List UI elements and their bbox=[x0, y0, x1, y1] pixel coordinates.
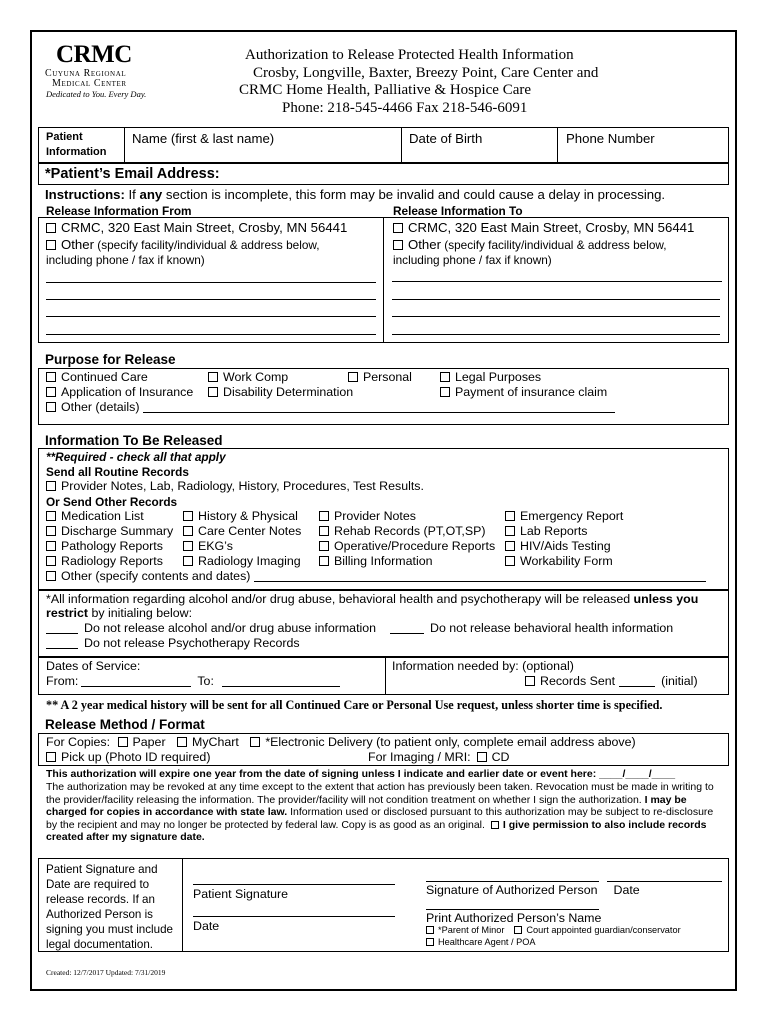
purpose-continued-care[interactable]: Continued Care bbox=[46, 370, 148, 384]
initial-field[interactable] bbox=[46, 622, 78, 634]
checkbox[interactable] bbox=[46, 526, 56, 536]
electronic-option[interactable]: *Electronic Delivery (to patient only, complete email address above) bbox=[265, 735, 636, 749]
checkbox[interactable] bbox=[183, 526, 193, 536]
restrict-alcohol[interactable]: Do not release alcohol and/or drug abuse information bbox=[46, 621, 376, 635]
checkbox[interactable] bbox=[46, 387, 56, 397]
checkbox[interactable] bbox=[393, 223, 403, 233]
checkbox-mychart[interactable] bbox=[177, 737, 187, 747]
checkbox[interactable] bbox=[46, 571, 56, 581]
release-from-other-detail: including phone / fax if known) bbox=[46, 253, 205, 267]
checkbox[interactable] bbox=[505, 511, 515, 521]
restrict-psychotherapy[interactable]: Do not release Psychotherapy Records bbox=[46, 636, 300, 650]
record-pathology-reports[interactable]: Pathology Reports bbox=[46, 539, 163, 553]
record-ekgs[interactable]: EKG’s bbox=[183, 539, 233, 553]
patient-date-line[interactable] bbox=[193, 916, 395, 917]
email-field[interactable]: *Patient’s Email Address: bbox=[45, 166, 220, 182]
release-to-line[interactable] bbox=[392, 334, 720, 335]
other-records-heading: Or Send Other Records bbox=[46, 495, 178, 509]
patient-signature-label: Patient Signature bbox=[193, 887, 289, 901]
signature-requirement-note: Patient Signature and Date are required to release records. If an Authorized Person is signing you must include legal documentation. bbox=[46, 863, 173, 951]
history-note: ** A 2 year medical history will be sent for all Continued Care or Personal Use request, unless shorter time is specified. bbox=[46, 698, 663, 712]
release-to-other[interactable]: Other (specify facility/individual & address below, bbox=[393, 237, 667, 252]
header-services: CRMC Home Health, Palliative & Hospice Care bbox=[239, 82, 532, 98]
checkbox[interactable] bbox=[46, 752, 56, 762]
authorization-terms: The authorization may be revoked at any time except to the extent that action has previously been taken. Revocation must be made in writing to the provider/facility releasing the information. The provider/facility will not condition treatment on whether I sign the authorization. I may be charged for copies in accordance with state law. Information used or disclosed pursuant to this authorization may be subject to re-disclosure by the recipient and may no longer be protected by federal law. Copy is as good as an original. I give permission to also include records created after my signature date. bbox=[46, 781, 714, 844]
record-operative-reports[interactable]: Operative/Procedure Reports bbox=[319, 539, 495, 553]
purpose-other-field[interactable] bbox=[143, 401, 615, 413]
release-from-line[interactable] bbox=[46, 299, 376, 300]
copies-options: For Copies: Paper MyChart *Electronic Delivery (to patient only, complete email address above) bbox=[46, 735, 636, 749]
logo-org-line1: Cuyuna Regional bbox=[45, 68, 127, 79]
checkbox[interactable] bbox=[46, 511, 56, 521]
header-title: Authorization to Release Protected Health Information bbox=[245, 47, 574, 63]
checkbox-paper[interactable] bbox=[118, 737, 128, 747]
release-from-crmc[interactable]: CRMC, 320 East Main Street, Crosby, MN 56441 bbox=[46, 220, 347, 235]
records-sent-initial[interactable] bbox=[619, 675, 655, 687]
pickup-option[interactable]: Pick up (Photo ID required) bbox=[46, 750, 210, 764]
purpose-work-comp[interactable]: Work Comp bbox=[208, 370, 288, 384]
release-from-other[interactable]: Other (specify facility/individual & address below, bbox=[46, 237, 320, 252]
authorized-date-line[interactable] bbox=[607, 881, 722, 882]
checkbox[interactable] bbox=[46, 541, 56, 551]
required-note: **Required - check all that apply bbox=[46, 450, 226, 464]
record-lab-reports[interactable]: Lab Reports bbox=[505, 524, 588, 538]
checkbox[interactable] bbox=[525, 676, 535, 686]
print-name-line[interactable] bbox=[426, 909, 599, 910]
authorized-signature-line[interactable] bbox=[426, 881, 599, 882]
authority-options: *Parent of Minor Court appointed guardian/conservator bbox=[426, 925, 681, 935]
record-emergency-report[interactable]: Emergency Report bbox=[505, 509, 623, 523]
patient-date-label: Date bbox=[193, 919, 220, 933]
patient-signature-line[interactable] bbox=[193, 884, 395, 885]
release-from-line[interactable] bbox=[46, 334, 376, 335]
release-method-heading: Release Method / Format bbox=[45, 717, 205, 732]
release-from-line[interactable] bbox=[46, 282, 376, 283]
checkbox[interactable] bbox=[477, 752, 487, 762]
checkbox[interactable] bbox=[505, 541, 515, 551]
checkbox[interactable] bbox=[505, 526, 515, 536]
record-rehab-records[interactable]: Rehab Records (PT,OT,SP) bbox=[319, 524, 486, 538]
paper-option[interactable]: Paper bbox=[132, 735, 166, 749]
dob-field[interactable]: Date of Birth bbox=[409, 131, 483, 146]
header-locations: Crosby, Longville, Baxter, Breezy Point, Care Center and bbox=[253, 65, 599, 81]
record-radiology-reports[interactable]: Radiology Reports bbox=[46, 554, 163, 568]
info-released-heading: Information To Be Released bbox=[45, 433, 223, 448]
record-workability-form[interactable]: Workability Form bbox=[505, 554, 613, 568]
checkbox-include-future-records[interactable] bbox=[491, 821, 499, 829]
record-other-field[interactable] bbox=[254, 570, 706, 582]
purpose-insurance-app[interactable]: Application of Insurance bbox=[46, 385, 193, 399]
checkbox-guardian[interactable] bbox=[514, 926, 522, 934]
checkbox[interactable] bbox=[208, 387, 218, 397]
release-to-line[interactable] bbox=[392, 299, 720, 300]
checkbox[interactable] bbox=[46, 556, 56, 566]
checkbox-parent[interactable] bbox=[426, 926, 434, 934]
checkbox[interactable] bbox=[440, 387, 450, 397]
record-provider-notes[interactable]: Provider Notes bbox=[319, 509, 416, 523]
needed-by-field[interactable]: Information needed by: (optional) bbox=[392, 659, 574, 673]
purpose-legal[interactable]: Legal Purposes bbox=[440, 370, 541, 384]
release-from-line[interactable] bbox=[46, 316, 376, 317]
checkbox[interactable] bbox=[183, 556, 193, 566]
name-field[interactable]: Name (first & last name) bbox=[132, 131, 275, 146]
to-date-field[interactable] bbox=[222, 675, 340, 687]
record-billing-info[interactable]: Billing Information bbox=[319, 554, 432, 568]
record-history-physical[interactable]: History & Physical bbox=[183, 509, 298, 523]
release-to-line[interactable] bbox=[392, 316, 720, 317]
record-medication-list[interactable]: Medication List bbox=[46, 509, 144, 523]
sensitive-notice: *All information regarding alcohol and/or drug abuse, behavioral health and psychotherapy will be released unless you bbox=[46, 592, 699, 606]
checkbox[interactable] bbox=[505, 556, 515, 566]
checkbox[interactable] bbox=[46, 481, 56, 491]
checkbox[interactable] bbox=[319, 541, 329, 551]
dates-of-service-label: Dates of Service: bbox=[46, 659, 141, 673]
print-name-label: Print Authorized Person’s Name bbox=[426, 911, 602, 925]
footer-dates: Created: 12/7/2017 Updated: 7/31/2019 bbox=[46, 968, 166, 977]
release-from-heading: Release Information From bbox=[46, 204, 192, 218]
authorized-signature-label: Signature of Authorized Person Date bbox=[426, 883, 640, 897]
checkbox-electronic[interactable] bbox=[250, 737, 260, 747]
initial-field[interactable] bbox=[46, 637, 78, 649]
healthcare-agent-option[interactable]: Healthcare Agent / POA bbox=[426, 937, 536, 947]
purpose-other[interactable]: Other (details) bbox=[46, 400, 615, 414]
from-date-field[interactable] bbox=[81, 675, 191, 687]
checkbox[interactable] bbox=[208, 372, 218, 382]
patient-info-label-2: Information bbox=[46, 146, 107, 158]
record-hiv-testing[interactable]: HIV/Aids Testing bbox=[505, 539, 611, 553]
patient-info-label: Patient bbox=[46, 131, 83, 143]
restrict-behavioral[interactable]: Do not release behavioral health information bbox=[390, 621, 673, 635]
checkbox[interactable] bbox=[46, 223, 56, 233]
checkbox[interactable] bbox=[183, 511, 193, 521]
release-to-line[interactable] bbox=[392, 281, 722, 282]
purpose-heading: Purpose for Release bbox=[45, 352, 176, 367]
routine-heading: Send all Routine Records bbox=[46, 465, 189, 479]
checkbox[interactable] bbox=[393, 240, 403, 250]
sensitive-notice-2: restrict by initialing below: bbox=[46, 606, 193, 620]
release-to-other-detail: including phone / fax if known) bbox=[393, 253, 552, 267]
checkbox[interactable] bbox=[46, 372, 56, 382]
instructions: Instructions: If any section is incomplete, this form may be invalid and could cause a delay in processing. bbox=[45, 187, 666, 202]
checkbox[interactable] bbox=[183, 541, 193, 551]
release-to-heading: Release Information To bbox=[393, 204, 523, 218]
dates-range[interactable]: From: To: bbox=[46, 674, 340, 688]
records-sent[interactable]: Records Sent (initial) bbox=[525, 674, 698, 688]
checkbox[interactable] bbox=[319, 511, 329, 521]
record-care-center-notes[interactable]: Care Center Notes bbox=[183, 524, 301, 538]
checkbox[interactable] bbox=[440, 372, 450, 382]
purpose-insurance-claim[interactable]: Payment of insurance claim bbox=[440, 385, 607, 399]
logo-wordmark: CRMC bbox=[56, 41, 132, 68]
phone-field[interactable]: Phone Number bbox=[566, 131, 655, 146]
logo-tagline: Dedicated to You. Every Day. bbox=[46, 89, 147, 99]
imaging-option[interactable]: For Imaging / MRI: CD bbox=[368, 750, 510, 764]
checkbox[interactable] bbox=[46, 402, 56, 412]
header-phone-fax: Phone: 218-545-4466 Fax 218-546-6091 bbox=[282, 100, 528, 116]
checkbox[interactable] bbox=[426, 938, 434, 946]
initial-field[interactable] bbox=[390, 622, 424, 634]
record-other-specify[interactable]: Other (specify contents and dates) bbox=[46, 569, 706, 583]
logo-org-line2: Medical Center bbox=[52, 78, 127, 89]
mychart-option[interactable]: MyChart bbox=[192, 735, 239, 749]
checkbox[interactable] bbox=[46, 240, 56, 250]
record-discharge-summary[interactable]: Discharge Summary bbox=[46, 524, 173, 538]
checkbox[interactable] bbox=[319, 556, 329, 566]
purpose-disability[interactable]: Disability Determination bbox=[208, 385, 353, 399]
checkbox[interactable] bbox=[319, 526, 329, 536]
release-to-crmc[interactable]: CRMC, 320 East Main Street, Crosby, MN 56441 bbox=[393, 220, 694, 235]
routine-records-option[interactable]: Provider Notes, Lab, Radiology, History, Procedures, Test Results. bbox=[46, 479, 424, 493]
expiration-statement: This authorization will expire one year from the date of signing unless I indicate and earlier date or event here: ____/____/____ bbox=[46, 768, 676, 780]
record-radiology-imaging[interactable]: Radiology Imaging bbox=[183, 554, 301, 568]
checkbox[interactable] bbox=[348, 372, 358, 382]
purpose-personal[interactable]: Personal bbox=[348, 370, 412, 384]
